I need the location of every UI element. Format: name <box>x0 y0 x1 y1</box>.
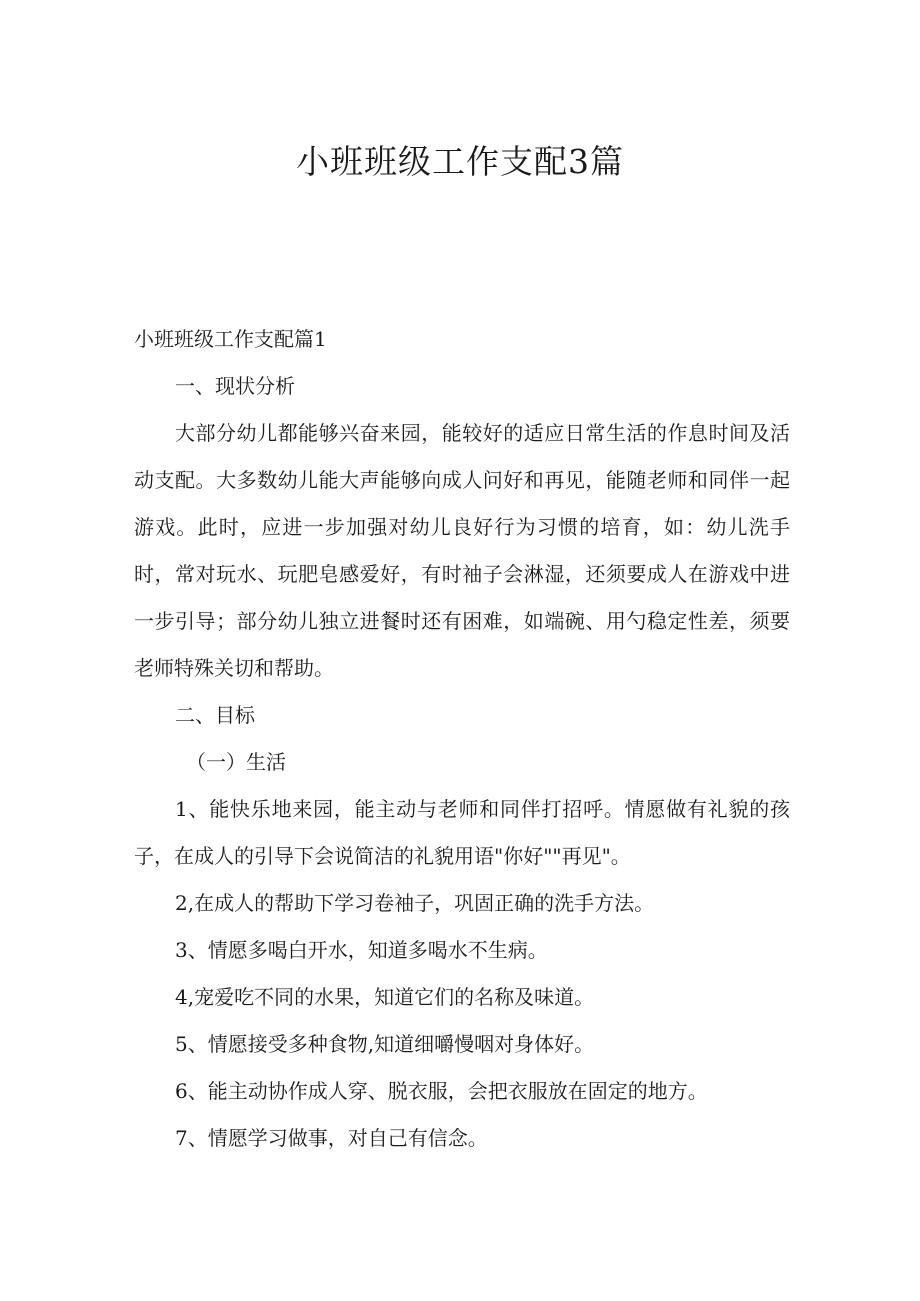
document-body <box>134 316 790 1162</box>
paragraph-analysis: 大部分幼儿都能够兴奋来园，能较好的适应日常生活的作息时间及活动支配。大多数幼儿能大声能够向成人问好和再见，能随老师和同伴一起游戏。此时，应进一步加强对幼儿良好行为习惯的培育，如：幼儿洗手时，常对玩水、玩肥皂感爱好，有时袖子会淋湿，还须要成人在游戏中进一步引导；部分幼儿独立进餐时还有困难，如端碗、用勺稳定性差，须要老师特殊关切和帮助。 <box>134 421 790 680</box>
heading-goals: 二、目标 <box>175 703 255 727</box>
list-item: 4,宠爱吃不同的水果，知道它们的名称及味道。 <box>175 985 595 1009</box>
document-title: 小班班级工作支配3篇 <box>296 142 624 181</box>
list-item: 1、能快乐地来园，能主动与老师和同伴打招呼。情愿做有礼貌的孩子，在成人的引导下会说简洁的礼貌用语"你好""再见"。 <box>134 797 790 868</box>
list-item: 5、情愿接受多种食物,知道细嚼慢咽对身体好。 <box>175 1032 595 1056</box>
list-item: 7、情愿学习做事，对自己有信念。 <box>175 1126 488 1150</box>
heading-life: （一）生活 <box>186 750 286 774</box>
heading-current-analysis: 一、现状分析 <box>175 374 295 398</box>
list-item: 6、能主动协作成人穿、脱衣服，会把衣服放在固定的地方。 <box>175 1079 708 1103</box>
list-item: 3、情愿多喝白开水，知道多喝水不生病。 <box>175 938 548 962</box>
list-item: 2,在成人的帮助下学习卷袖子，巩固正确的洗手方法。 <box>175 891 655 915</box>
section-title: 小班班级工作支配篇1 <box>134 327 327 351</box>
